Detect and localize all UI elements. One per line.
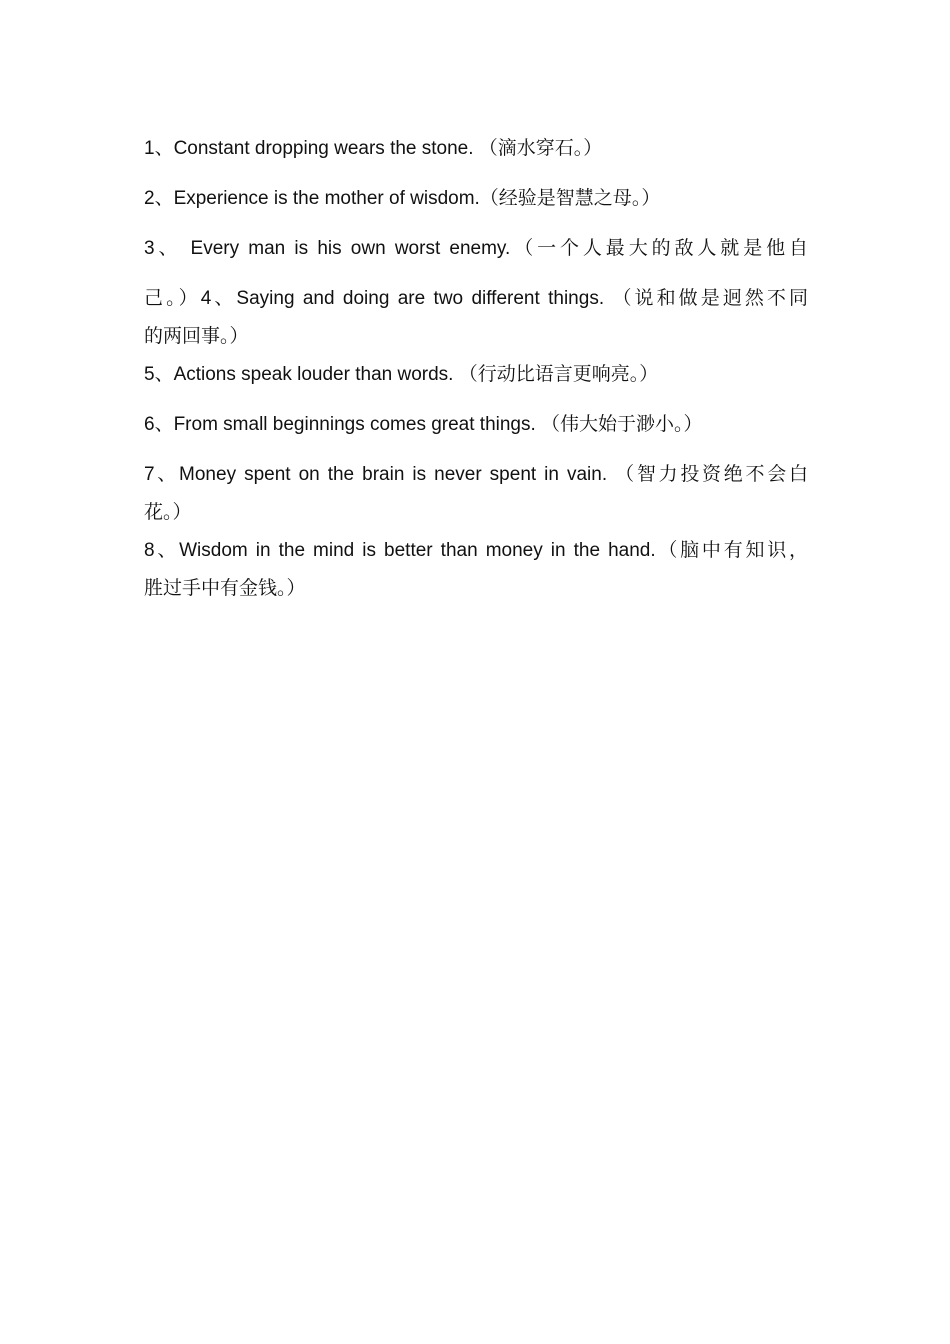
proverb-list bbox=[144, 130, 808, 608]
proverb-line-8-continued: 胜过手中有金钱。） bbox=[144, 578, 306, 599]
proverb-line-3: 3、 Every man is his own worst enemy.（一个人最大的敌人就是他自 bbox=[144, 238, 808, 259]
proverb-line-7: 7、Money spent on the brain is never spent in vain. （智力投资绝不会白 bbox=[144, 464, 808, 485]
proverb-line-6: 6、From small beginnings comes great things. （伟大始于渺小。） bbox=[144, 414, 703, 435]
proverb-line-7-continued: 花。） bbox=[144, 502, 192, 523]
proverb-line-2: 2、Experience is the mother of wisdom.（经验是智慧之母。） bbox=[144, 188, 661, 209]
proverb-line-4: 己。）4、Saying and doing are two different things. （说和做是迥然不同 bbox=[144, 288, 808, 309]
proverb-line-4-continued: 的两回事。） bbox=[144, 326, 249, 347]
proverb-line-8: 8、Wisdom in the mind is better than money in the hand.（脑中有知识， bbox=[144, 540, 808, 561]
proverb-line-1: 1、Constant dropping wears the stone. （滴水穿石。） bbox=[144, 138, 603, 159]
proverb-line-5: 5、Actions speak louder than words. （行动比语言更响亮。） bbox=[144, 364, 659, 385]
